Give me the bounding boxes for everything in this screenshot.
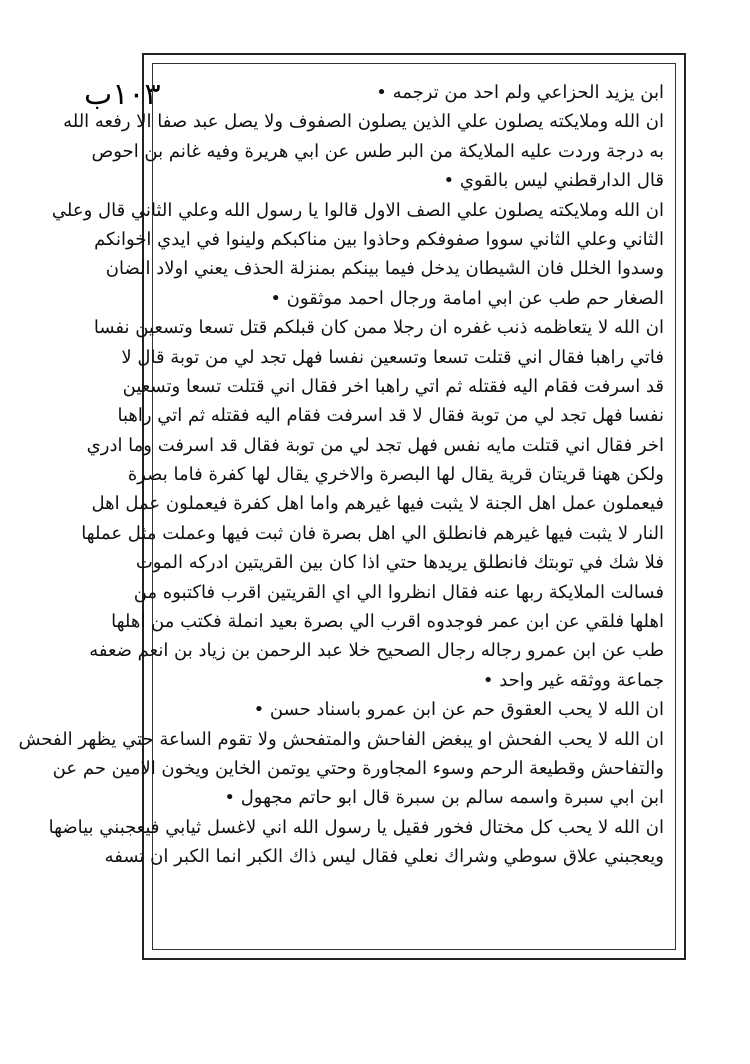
text-line: وسدوا الخلل فان الشيطان يدخل فيما بينكم بمنزلة الحذف يعني اولاد الضان [105,258,664,280]
text-line: ويعجبني علاق سوطي وشراك نعلي فقال ليس ذاك الكبر انما الكبر ان تسفه [104,846,664,868]
text-line: والتفاحش وقطيعة الرحم وسوء المجاورة وحتي يوتمن الخاين ويخون الامين حم عن [52,757,664,779]
text-line: الثاني وعلي الثاني سووا صفوفكم وحاذوا بين مناكبكم ولينوا في ايدي اخوانكم [94,228,664,250]
text-line: ان الله لا يحب العقوق حم عن ابن عمرو باسناد حسن • [253,699,664,721]
text-line: فيعملون عمل اهل الجنة لا يثبت فيها غيرهم واما اهل كفرة فيعملون عمل اهل [91,493,664,515]
text-line: نفسا فهل تجد لي من توبة فقال لا قد اسرفت فقام اليه فقتله ثم اتي راهبا [117,405,664,427]
text-line: ان الله لا يحب كل مختال فخور فقيل يا رسول الله اني لاغسل ثيابي فيعجبني بياضها [48,816,664,838]
text-line: قد اسرفت فقام اليه فقتله ثم اتي راهبا اخر فقال اني قتلت تسعا وتسعين [122,375,664,397]
text-line: فسالت الملايكة ربها عنه فقال انظروا الي اي القريتين اقرب فاكتبوه من [133,581,664,603]
text-line: ولكن ههنا قريتان قرية يقال لها البصرة والاخري يقال لها كفرة فاما بصرة [127,464,664,486]
text-line: جماعة ووثقه غير واحد • [482,669,664,691]
text-line: ابن يزيد الحزاعي ولم احد من ترجمه • [376,82,664,103]
text-line: ابن ابي سبرة واسمه سالم بن سبرة قال ابو حاتم مجهول • [224,787,664,809]
text-line: اهلها فلقي عن ابن عمر فوجدوه اقرب الي بصرة بعيد انملة فكتب من اهلها [111,611,664,633]
folio-number: ١٠٣ب [84,77,161,112]
text-line: فلا شك في توبتك فانطلق يريدها حتي اذا كان بين القريتين ادركه الموت [135,552,664,574]
text-line: ان الله وملايكته يصلون علي الذين يصلون الصفوف ولا يصل عبد صفا الا رفعه الله [63,111,664,133]
text-line: ان الله وملايكته يصلون علي الصف الاول قالوا يا رسول الله وعلي الثاني قال وعلي [51,199,664,221]
text-line: فاتي راهبا فقال اني قتلت تسعا وتسعين نفسا فهل تجد لي من توبة قال لا [121,346,664,368]
text-line: ان الله لا يتعاظمه ذنب غفره ان رجلا ممن كان قبلكم قتل تسعا وتسعين نفسا [93,317,664,339]
text-line: الصغار حم طب عن ابي امامة ورجال احمد موثقون • [270,287,664,309]
text-line: قال الدارقطني ليس بالقوي • [443,170,664,192]
text-line: به درجة وردت عليه الملايكة من البر طس عن ابي هريرة وفيه غانم بن احوص [91,140,664,162]
text-line: اخر فقال اني قتلت مايه نفس فهل تجد لي من توبة فقال قد اسرفت وما ادري [86,434,664,456]
text-line: ان الله لا يحب الفحش او يبغض الفاحش والمتفحش ولا تقوم الساعة حتي يظهر الفحش [18,728,664,750]
text-line: النار لا يثبت فيها غيرهم فانطلق الي اهل بصرة فان ثبت فيها وعملت مثل عملها [81,522,664,544]
text-line: طب عن ابن عمرو رجاله رجال الصحيح خلا عبد الرحمن بن زياد بن انعم ضعفه [89,640,664,662]
